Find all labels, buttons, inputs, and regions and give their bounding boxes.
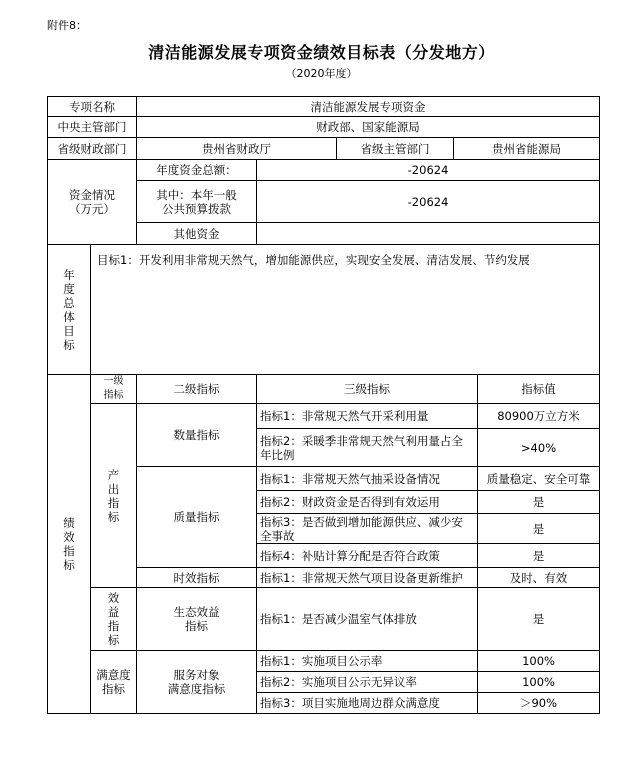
- funds-public-label-line1: 其中：本年一般: [156, 187, 237, 202]
- perf-label-char: 效: [63, 530, 75, 544]
- value-ql2: 是: [478, 491, 600, 514]
- perf-label-char: 标: [63, 558, 75, 572]
- output-label-char: 指: [107, 495, 120, 510]
- funds-total-label: 年度资金总额：: [137, 160, 257, 181]
- indicator-q2: 指标2：采暖季非常规天然气利用量占全年比例: [257, 429, 478, 467]
- perf-label-char: 绩: [63, 516, 75, 530]
- indicator-ql4: 指标4：补贴计算分配是否符合政策: [257, 544, 478, 568]
- funds-label-line2: （万元）: [69, 202, 115, 216]
- funds-label: [48, 160, 137, 245]
- ecology-label: [137, 588, 257, 651]
- header-value: 指标值: [478, 375, 600, 404]
- header-level1-line1: 一级: [103, 376, 124, 387]
- value-t1: 及时、有效: [478, 568, 600, 588]
- service-label-line2: 满意度指标: [167, 682, 226, 696]
- ecology-label-line1: 生态效益: [173, 605, 220, 619]
- ecology-label-line2: 指标: [185, 619, 208, 633]
- output-label-char: 标: [107, 509, 120, 524]
- annual-goal-char: 体: [63, 309, 75, 324]
- indicator-s3: 指标3：项目实施地周边群众满意度: [257, 693, 478, 714]
- value-s2: 100%: [478, 672, 600, 693]
- indicator-s1: 指标1：实施项目公示率: [257, 651, 478, 672]
- header-level3: 三级指标: [257, 375, 478, 404]
- value-ql4: 是: [478, 544, 600, 568]
- output-label-char: 出: [107, 481, 120, 496]
- project-name-label: 专项名称: [48, 97, 137, 117]
- annual-goal-char: 目: [63, 323, 75, 338]
- central-dept-label: 中央主管部门: [48, 117, 137, 138]
- prov-dept-label: 省级主管部门: [337, 138, 454, 160]
- header-level1-line2: 指标: [103, 390, 124, 401]
- prov-dept-value: 贵州省能源局: [454, 138, 600, 160]
- value-e1: 是: [478, 588, 600, 651]
- funds-total-value: -20624: [257, 160, 600, 181]
- value-s3: ＞90%: [478, 693, 600, 714]
- funds-public-label-line2: 公共预算拨款: [162, 201, 231, 216]
- output-label-char: 产: [107, 467, 120, 482]
- indicator-q1: 指标1：非常规天然气开采利用量: [257, 404, 478, 429]
- indicator-s2: 指标2：实施项目公示无异议率: [257, 672, 478, 693]
- benefit-label: [91, 588, 137, 651]
- timeliness-label: 时效指标: [137, 568, 257, 588]
- central-dept-value: 财政部、国家能源局: [137, 117, 600, 138]
- indicator-ql1: 指标1：非常规天然气抽采设备情况: [257, 467, 478, 491]
- benefit-label-char: 标: [107, 633, 120, 647]
- perf-label-char: 指: [63, 544, 75, 558]
- value-q1: 80900万立方米: [478, 404, 600, 429]
- value-ql3: 是: [478, 514, 600, 544]
- prov-finance-label: 省级财政部门: [48, 138, 137, 160]
- funds-public-label: [137, 181, 257, 223]
- indicator-ql2: 指标2：财政资金是否得到有效运用: [257, 491, 478, 514]
- annual-goal-char: 总: [63, 295, 75, 310]
- annual-goal-char: 年: [63, 267, 75, 282]
- quantity-label: 数量指标: [137, 404, 257, 467]
- quality-label: 质量指标: [137, 467, 257, 568]
- funds-other-label: 其他资金: [137, 223, 257, 245]
- funds-label-line1: 资金情况: [69, 188, 115, 202]
- year-label: （2020年度）: [285, 67, 358, 80]
- indicator-ql3: 指标3：是否做到增加能源供应、减少安全事故: [257, 514, 478, 544]
- value-q2: >40%: [478, 429, 600, 467]
- header-level2: 二级指标: [137, 375, 257, 404]
- annual-goal-label: [48, 245, 91, 375]
- annual-goal-text: 目标1：开发利用非常规天然气，增加能源供应，实现安全发展、清洁发展、节约发展: [91, 245, 600, 375]
- benefit-label-char: 效: [107, 591, 120, 605]
- satisfaction-label-line2: 指标: [102, 682, 125, 696]
- service-label-line1: 服务对象: [173, 668, 220, 682]
- indicator-t1: 指标1：非常规天然气项目设备更新维护: [257, 568, 478, 588]
- benefit-label-char: 益: [107, 605, 120, 619]
- satisfaction-label-line1: 满意度: [96, 668, 131, 682]
- prov-finance-value: 贵州省财政厅: [137, 138, 337, 160]
- benefit-label-char: 指: [107, 619, 120, 633]
- value-ql1: 质量稳定、安全可靠: [478, 467, 600, 491]
- attachment-label: 附件8：: [47, 19, 87, 32]
- satisfaction-label: [91, 651, 137, 714]
- header-level1: [91, 375, 137, 404]
- performance-target-table: [47, 96, 600, 714]
- funds-public-value: -20624: [257, 181, 600, 223]
- project-name-value: 清洁能源发展专项资金: [137, 97, 600, 117]
- indicator-e1: 指标1：是否减少温室气体排放: [257, 588, 478, 651]
- annual-goal-char: 标: [63, 337, 75, 352]
- page-title: 清洁能源发展专项资金绩效目标表（分发地方）: [148, 43, 495, 62]
- annual-goal-char: 度: [63, 281, 75, 296]
- perf-label: [48, 375, 91, 714]
- output-label: [91, 404, 137, 588]
- funds-other-value: [257, 223, 600, 245]
- value-s1: 100%: [478, 651, 600, 672]
- service-label: [137, 651, 257, 714]
